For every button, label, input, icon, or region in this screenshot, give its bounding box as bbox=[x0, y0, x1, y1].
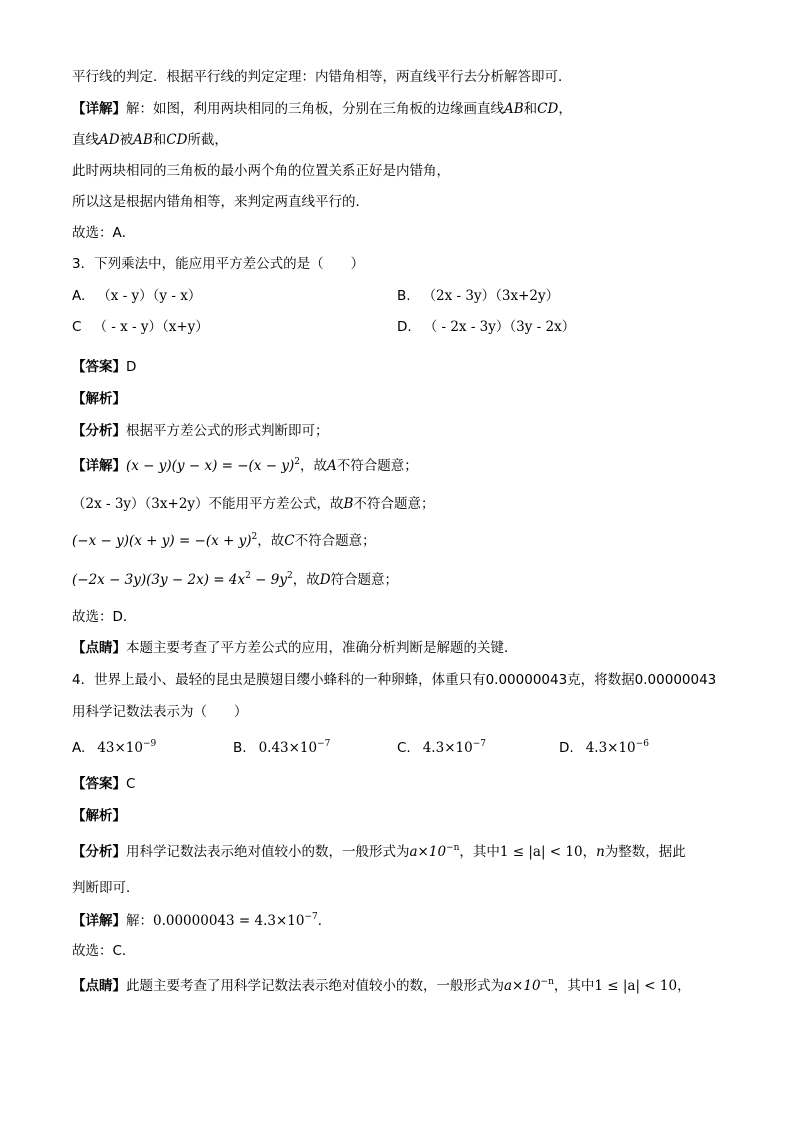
question-4-stem-line2: 用科学记数法表示为（ ） bbox=[72, 704, 248, 720]
q3-detail-d: $(-2x - 3y)(3y - 2x) = 4x^2 - 9y^2$，故D符合题意； bbox=[72, 571, 399, 588]
q3-option-d: D. （ - 2x - 3y）（3y - 2x） bbox=[397, 319, 576, 335]
q3-choose: 故选：D． bbox=[72, 609, 137, 625]
q4-option-c: C. $4.3\times 10^{-7}$ bbox=[397, 739, 486, 756]
question-4-stem-line1: 4．世界上最小、最轻的昆虫是膜翅目缨小蜂科的一种卵蜂，体重只有0.00000043克，将数据0.00000043 bbox=[72, 672, 717, 688]
q4-option-b: B. $0.43\times 10^{-7}$ bbox=[233, 739, 331, 756]
q3-detail-a: 【详解】$(x - y)(y - x) = -(x - y)^2$，故A不符合题意； bbox=[72, 457, 418, 474]
q4-fenxi: 【分析】用科学记数法表示绝对值较小的数，一般形式为$a\times 10^{-n}$，其中1 ≤ |a| < 10，n为整数，据此 bbox=[72, 843, 686, 860]
q3-comment: 【点睛】本题主要考查了平方差公式的应用，准确分析判断是解题的关键． bbox=[72, 640, 518, 656]
q3-answer: 【答案】D bbox=[72, 359, 137, 375]
q3-detail-c: $(-x - y)(x + y) = -(x + y)^2$，故C不符合题意； bbox=[72, 532, 376, 549]
text-line: 所以这是根据内错角相等，来判定两直线平行的． bbox=[72, 194, 369, 210]
text-line: 平行线的判定．根据平行线的判定定理：内错角相等，两直线平行去分析解答即可． bbox=[72, 69, 572, 85]
q3-option-c: C （ - x - y）（x+y） bbox=[72, 319, 209, 335]
q4-comment: 【点睛】此题主要考查了用科学记数法表示绝对值较小的数，一般形式为$a\times 10^{-n}$，其中1 ≤ |a| < 10， bbox=[72, 977, 691, 994]
q4-answer: 【答案】C bbox=[72, 776, 136, 792]
text-line: 此时两块相同的三角板的最小两个角的位置关系正好是内错角， bbox=[72, 163, 450, 179]
text-line: 故选：A． bbox=[72, 225, 136, 241]
q3-option-b: B. （2x - 3y）（3x+2y） bbox=[397, 288, 560, 304]
q4-choose: 故选：C． bbox=[72, 943, 136, 959]
q4-option-a: A. $43\times 10^{-9}$ bbox=[72, 739, 157, 756]
q4-analysis-tag: 【解析】 bbox=[72, 808, 126, 824]
q4-fenxi-line2: 判断即可． bbox=[72, 880, 140, 896]
detail-tag: 【详解】 bbox=[72, 101, 126, 117]
text-line: 【详解】解：如图，利用两块相同的三角板，分别在三角板的边缘画直线AB和CD， bbox=[72, 101, 572, 117]
question-3-stem: 3．下列乘法中，能应用平方差公式的是（ ） bbox=[72, 256, 365, 272]
q3-option-a: A. （x - y）（y - x） bbox=[72, 288, 202, 304]
q3-detail-b: （2x - 3y）（3x+2y）不能用平方差公式，故B不符合题意； bbox=[72, 496, 435, 512]
text-line: 直线AD被AB和CD所截， bbox=[72, 132, 228, 148]
q3-fenxi: 【分析】根据平方差公式的形式判断即可； bbox=[72, 423, 329, 439]
q4-detail: 【详解】解：$0.00000043 = 4.3\times 10^{-7}$． bbox=[72, 912, 332, 929]
q3-analysis-tag: 【解析】 bbox=[72, 391, 126, 407]
q4-option-d: D. $4.3\times 10^{-6}$ bbox=[559, 739, 649, 756]
